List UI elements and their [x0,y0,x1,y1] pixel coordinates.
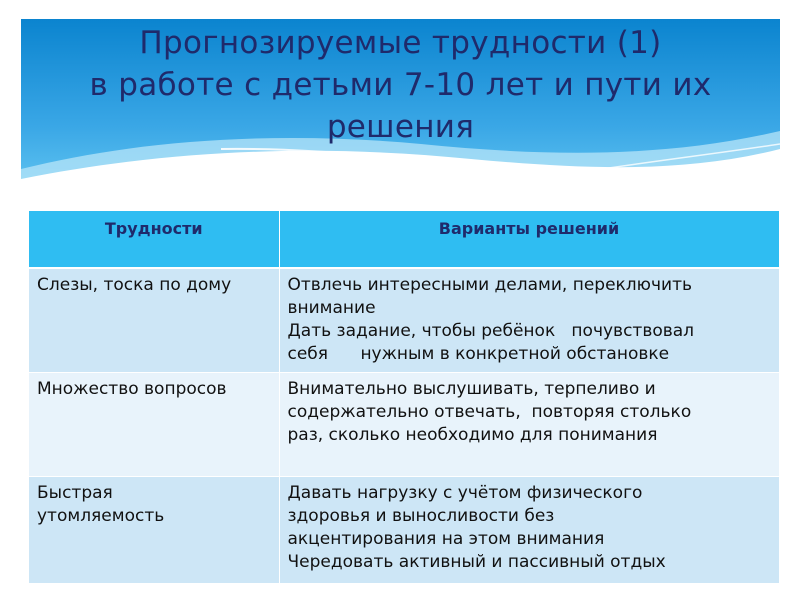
slide-title [21,22,780,148]
difficulty-cell [29,373,279,477]
difficulties-table [29,211,780,584]
difficulty-text: Слезы, тоска по дому [37,275,232,295]
title-line-1: Прогнозируемые трудности (1) [139,25,662,61]
difficulty-cell [29,477,279,584]
title-line-3: решения [326,109,475,145]
solution-text: себя нужным в конкретной обстановке [287,344,670,364]
column-header-difficulties: Трудности [29,211,279,268]
solution-text: здоровья и выносливости без [287,506,555,526]
solution-cell [279,268,779,373]
solution-text: раз, сколько необходимо для понимания [287,425,658,445]
solution-text: Отвлечь интересными делами, переключить [287,275,692,295]
table-header-row [29,211,779,268]
difficulty-text: Быстрая [37,483,113,503]
difficulty-cell [29,268,279,373]
column-header-solutions: Варианты решений [279,211,779,268]
solution-text: акцентирования на этом внимания [287,529,605,549]
title-line-2: в работе с детьми 7-10 лет и пути их [89,67,712,103]
solution-text: Давать нагрузку с учётом физического [287,483,643,503]
solution-text: Внимательно выслушивать, терпеливо и [287,379,656,399]
solution-cell [279,477,779,584]
difficulty-text: Множество вопросов [37,379,227,399]
table-row [29,268,779,373]
solution-cell [279,373,779,477]
solution-text: содержательно отвечать, повторяя столько [287,402,692,422]
table-row [29,373,779,477]
difficulty-text: утомляемость [37,506,165,526]
solution-text: Дать задание, чтобы ребёнок почувствовал [287,321,695,341]
table-row [29,477,779,584]
solution-text: внимание [287,298,376,318]
solution-text: Чередовать активный и пассивный отдых [287,552,666,572]
